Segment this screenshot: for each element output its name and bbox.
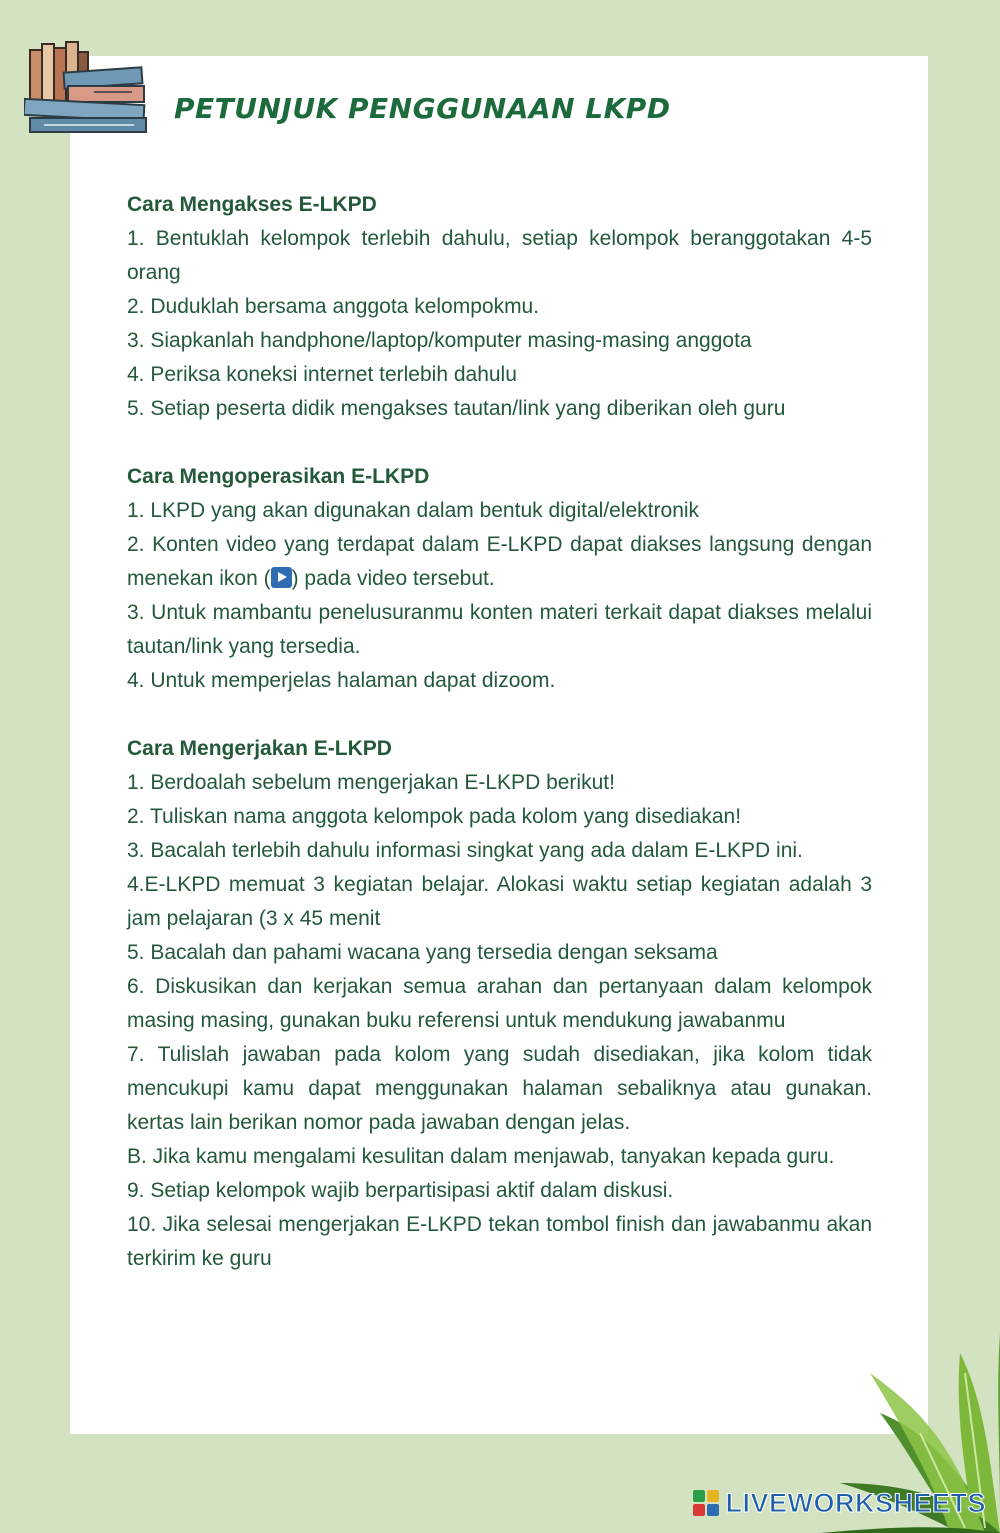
liveworksheets-brand <box>693 1485 986 1521</box>
list-item: 6. Diskusikan dan kerjakan semua arahan dan pertanyaan dalam kelompok masing masing, gunakan buku referensi untuk mendukung jawabanmu <box>127 975 872 1032</box>
page-title: PETUNJUK PENGGUNAAN LKPD <box>174 92 671 125</box>
liveworksheets-logo-icon <box>693 1490 719 1516</box>
list-item: 10. Jika selesai mengerjakan E-LKPD tekan tombol finish dan jawabanmu akan terkirim ke guru <box>127 1213 872 1270</box>
list-item: 3. Untuk mambantu penelusuranmu konten materi terkait dapat diakses melalui tautan/link yang tersedia. <box>127 601 872 658</box>
play-button-icon <box>271 567 292 588</box>
books-stack-icon <box>24 40 150 136</box>
list-item: 5. Bacalah dan pahami wacana yang tersedia dengan seksama <box>127 941 718 964</box>
list-item: 1. Berdoalah sebelum mengerjakan E-LKPD berikut! <box>127 771 615 794</box>
brand-name: LIVEWORKSHEETS <box>725 1487 986 1518</box>
list-item: 4.E-LKPD memuat 3 kegiatan belajar. Alokasi waktu setiap kegiatan adalah 3 jam pelajaran (3 x 45 menit <box>127 873 872 930</box>
section-title: Cara Mengakses E-LKPD <box>127 193 377 216</box>
instructions-content <box>127 188 872 1276</box>
list-item-text: 2. Konten video yang terdapat dalam E-LKPD dapat diakses langsung dengan menekan ikon ( <box>127 533 872 590</box>
list-item: 9. Setiap kelompok wajib berpartisipasi aktif dalam diskusi. <box>127 1179 674 1202</box>
list-item: 3. Bacalah terlebih dahulu informasi singkat yang ada dalam E-LKPD ini. <box>127 839 803 862</box>
list-item: 1. Bentuklah kelompok terlebih dahulu, setiap kelompok beranggotakan 4-5 orang <box>127 227 872 284</box>
list-item: 7. Tulislah jawaban pada kolom yang sudah disediakan, jika kolom tidak mencukupi kamu dapat menggunakan halaman sebaliknya atau gunakan. kertas lain berikan nomor pada jawaban dengan jelas. <box>127 1043 872 1134</box>
list-item: 2. Duduklah bersama anggota kelompokmu. <box>127 295 540 318</box>
list-item: 1. LKPD yang akan digunakan dalam bentuk digital/elektronik <box>127 499 700 522</box>
section-title: Cara Mengerjakan E-LKPD <box>127 737 392 760</box>
list-item: 4. Untuk memperjelas halaman dapat dizoom. <box>127 669 556 692</box>
section-title: Cara Mengoperasikan E-LKPD <box>127 465 430 488</box>
list-item: 3. Siapkanlah handphone/laptop/komputer masing-masing anggota <box>127 329 752 352</box>
list-item: 5. Setiap peserta didik mengakses tautan/link yang diberikan oleh guru <box>127 397 786 420</box>
list-item: 2. Tuliskan nama anggota kelompok pada kolom yang disediakan! <box>127 805 742 828</box>
list-item-text: ) pada video tersebut. <box>291 567 495 590</box>
list-item <box>127 528 872 596</box>
list-item: 4. Periksa koneksi internet terlebih dahulu <box>127 363 517 386</box>
list-item: B. Jika kamu mengalami kesulitan dalam menjawab, tanyakan kepada guru. <box>127 1145 835 1168</box>
